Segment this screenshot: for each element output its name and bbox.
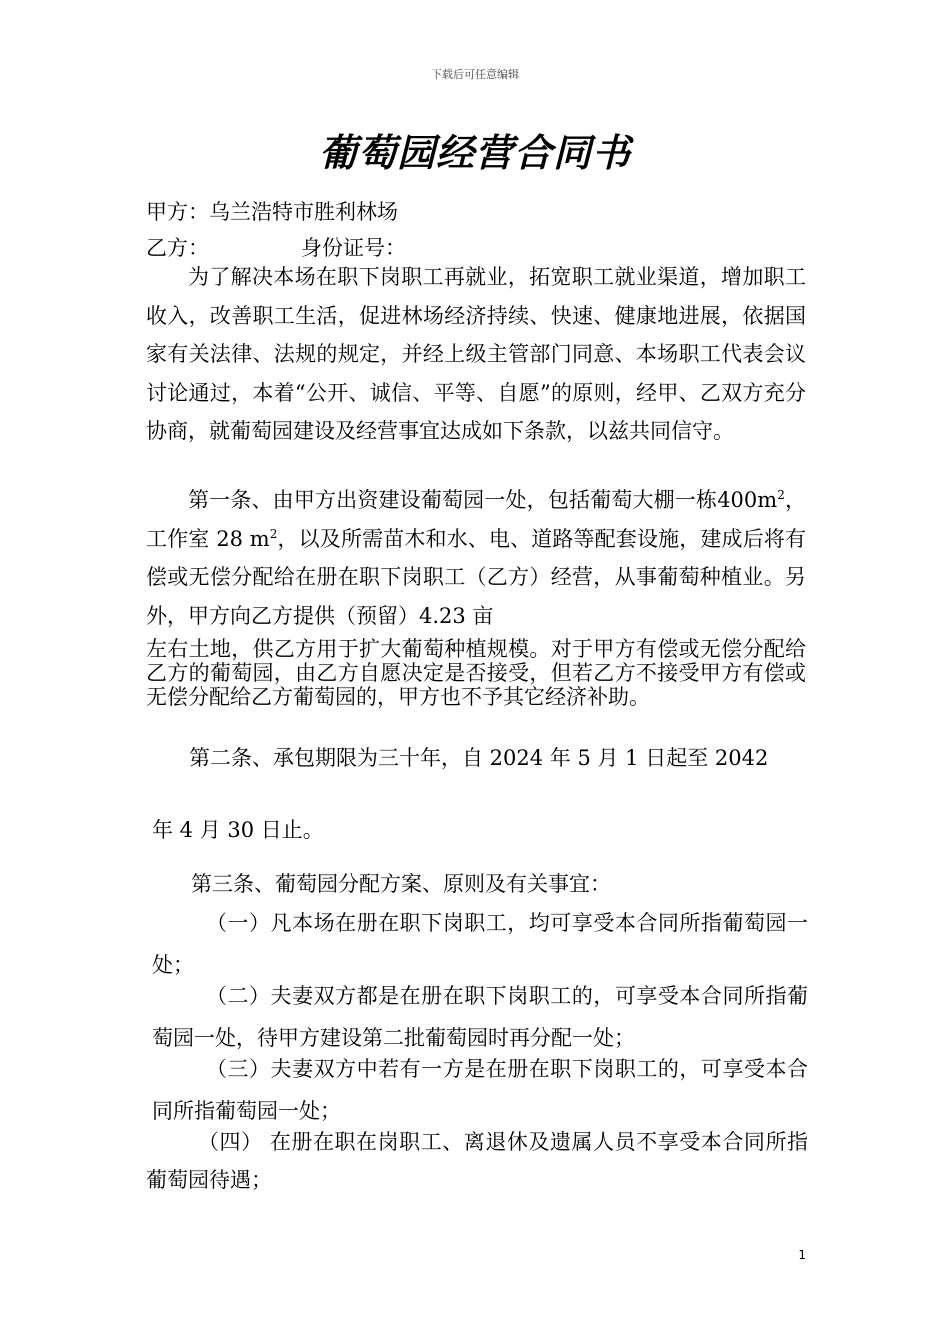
article-3-item-4: （四） 在册在职在岗职工、离退休及遗属人员不享受本合同所指葡萄园待遇；: [146, 1130, 808, 1192]
article-1-text-part2: ，工作室 28 m: [146, 488, 806, 551]
article-3-item-3: （三）夫妻双方中若有一方是在册在职下岗职工的，可享受本合同所指葡萄园一处；: [152, 1057, 808, 1123]
article-1-paragraph: [146, 481, 806, 635]
article-1-continuation: 左右土地，供乙方用于扩大葡萄种植规模。对于甲方有偿或无偿分配给乙方的葡萄园，由乙方自愿决定是否接受，但若乙方不接受甲方有偿或无偿分配给乙方葡萄园的，甲方也不予其它经济补助。: [146, 637, 806, 709]
party-b-label: 乙方：: [146, 236, 209, 260]
article-3-item-2: （二）夫妻双方都是在册在职下岗职工的，可享受本合同所指葡萄园一处，待甲方建设第二批葡萄园时再分配一处；: [152, 984, 808, 1050]
article-3-heading: 第三条、葡萄园分配方案、原则及有关事宜：: [191, 872, 611, 896]
header-note: 下载后可任意编辑: [431, 68, 519, 81]
article-3-item-1: （一）凡本场在册在职下岗职工，均可享受本合同所指葡萄园一处；: [152, 911, 808, 977]
article-2-line: 第二条、承包期限为三十年，自 2024 年 5 月 1 日起至 2042: [189, 746, 769, 770]
document-title: 葡萄园经营合同书: [318, 131, 631, 175]
article-1-superscript-1: 2: [777, 488, 785, 502]
page-number: 1: [798, 1248, 806, 1262]
article-2-continuation: 年 4 月 30 日止。: [152, 818, 324, 842]
article-1-superscript-2: 2: [269, 526, 278, 541]
intro-paragraph: 为了解决本场在职下岗职工再就业，拓宽职工就业渠道，增加职工收入，改善职工生活，促进林场经济持续、快速、健康地进展，依据国家有关法律、法规的规定，并经上级主管部门同意、本场职工代表会议讨论通过，本着“公开、诚信、平等、自愿”的原则，经甲、乙双方充分协商，就葡萄园建设及经营事宜达成如下条款，以兹共同信守。: [146, 265, 806, 443]
id-number-label: 身份证号：: [301, 236, 406, 260]
party-a-line: 甲方：乌兰浩特市胜利林场: [146, 200, 398, 224]
article-1-text-part3: ，以及所需苗木和水、电、道路等配套设施，建成后将有偿或无偿分配给在册在职下岗职工（乙方）经营，从事葡萄种植业。另外，甲方向乙方提供（预留）4.23 亩: [146, 526, 806, 628]
article-1-text-part1: 第一条、由甲方出资建设葡萄园一处，包括葡萄大棚一栋400m: [188, 488, 778, 512]
